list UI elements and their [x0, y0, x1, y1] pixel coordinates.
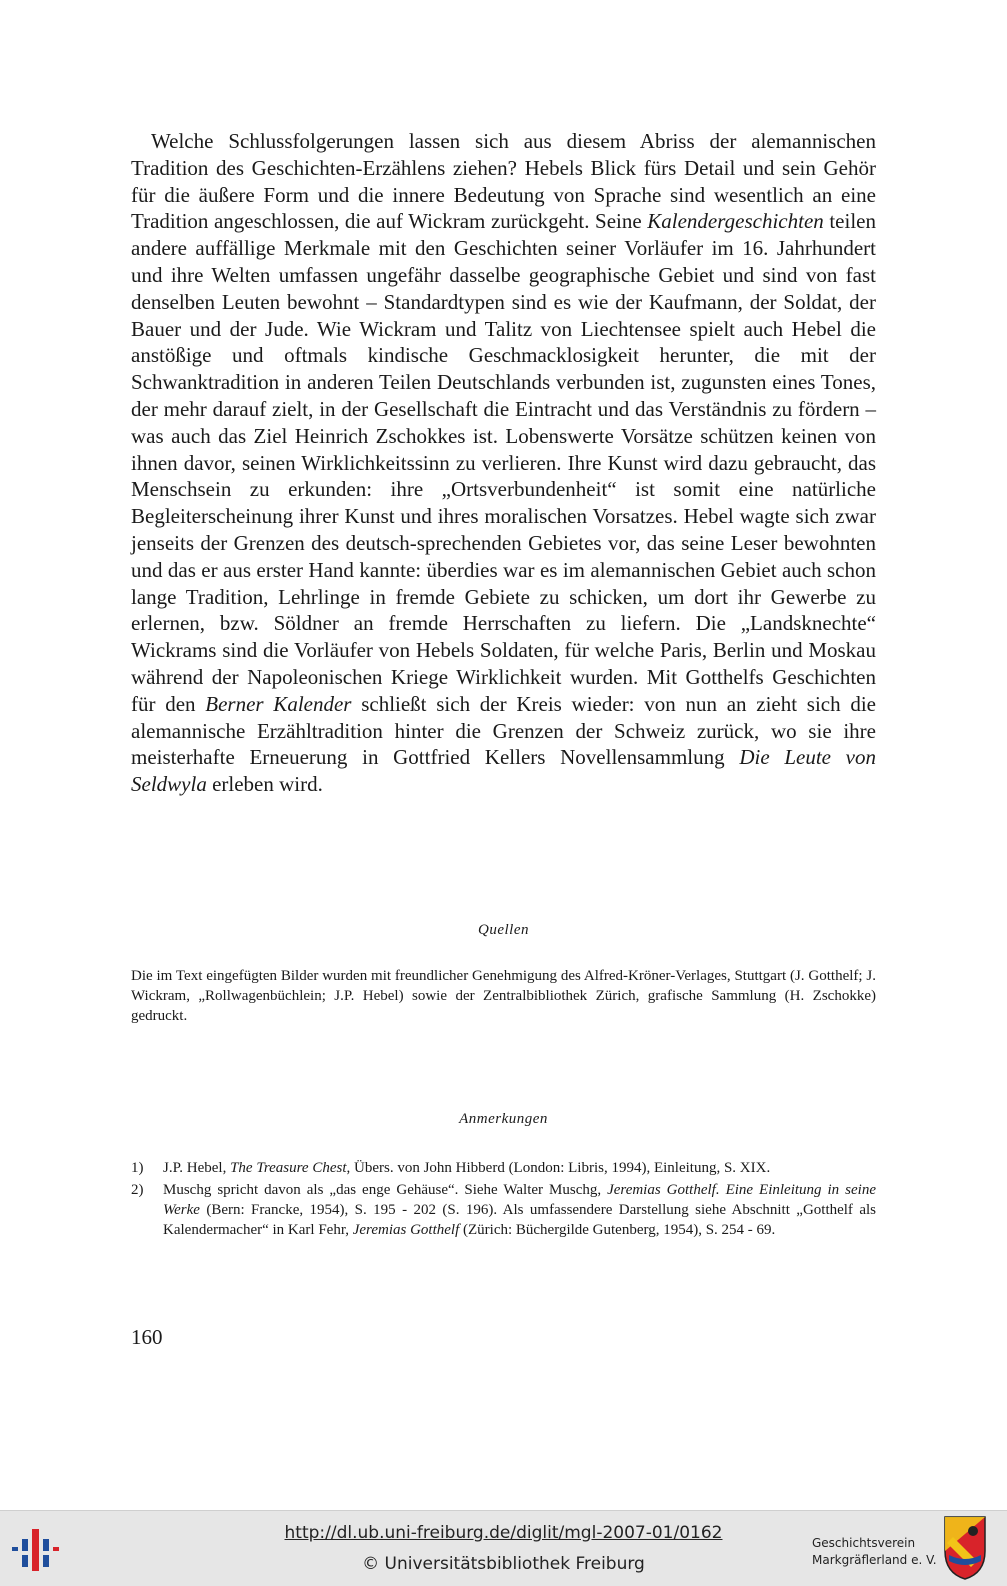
italic-text-run: Jeremias Gotthelf. Eine Einleitung in seine Werke	[163, 1182, 876, 1218]
footer-url-link[interactable]: http://dl.ub.uni-freiburg.de/diglit/mgl-2007-01/0162	[284, 1523, 723, 1543]
text-run: Welche Schlussfolgerungen lassen sich aus diesem Abriss der alemannischen Tradition des Geschichten-Erzählens ziehen? Hebels Blick fürs Detail und sein Gehör für die äußere Form und die innere Bedeutung von Sprache sind wesentlich an eine Tradition angeschlossen, die auf Wickram zurückgeht. Seine	[131, 129, 876, 234]
quellen-heading: Quellen	[478, 922, 529, 938]
italic-text-run: Die Leute von Seldwyla	[131, 745, 876, 797]
italic-text-run: The Treasure Chest	[230, 1160, 347, 1176]
society-line-1: Geschichtsverein	[812, 1536, 916, 1550]
footnotes-list	[131, 1158, 876, 1242]
body-text	[131, 128, 876, 798]
footer-copyright: © Universitätsbibliothek Freiburg	[362, 1554, 645, 1574]
anmerkungen-heading: Anmerkungen	[459, 1111, 548, 1127]
text-run: (Zürich: Büchergilde Gutenberg, 1954), S. 254 - 69.	[459, 1222, 776, 1238]
footnote-text	[163, 1158, 876, 1178]
footnote	[131, 1158, 876, 1178]
body-paragraph	[131, 128, 876, 798]
text-run: , Übers. von John Hibberd (London: Libris, 1994), Einleitung, S. XIX.	[346, 1160, 771, 1176]
footnote-number: 2)	[131, 1182, 144, 1198]
society-name	[812, 1535, 937, 1569]
text-run: J.P. Hebel,	[163, 1160, 231, 1176]
text-run: Muschg spricht davon als „das enge Gehäuse“. Siehe Walter Muschg,	[163, 1182, 608, 1198]
society-line-2: Markgräflerland e. V.	[812, 1553, 937, 1567]
coat-of-arms-icon	[943, 1515, 987, 1581]
footer-bar	[0, 1510, 1007, 1586]
italic-text-run: Berner Kalender	[205, 691, 352, 716]
text-run: teilen andere auffällige Merkmale mit den Geschichten seiner Vorläufer im 16. Jahrhundert und ihre Welten umfassen ungefähr dasselbe geographische Gebiet und sind von fast denselben Leuten bewohnt – Standardtypen sind es wie der Kaufmann, der Soldat, der Bauer und der Jude. Wie Wickram und Talitz von Liechtensee spielt auch Hebel die anstößige und oftmals kindische Geschmacklosigkeit herunter, die mit der Schwanktradition in anderen Teilen Deutschlands verbunden ist, zugunsten eines Tones, der mehr darauf zielt, in der Gesellschaft die Eintracht und das Verständnis zu fördern – was auch das Ziel Heinrich Zschokkes ist. Lobenswerte Vorsätze schützen keinen von ihnen davor, seinen Wirklichkeitssinn zu verlieren. Ihre Kunst wird dazu gebraucht, das Menschsein zu erkunden: ihre „Ortsverbundenheit“ ist somit eine natürliche Begleiterscheinung ihrer Kunst und ihres moralischen Vorsatzes. Hebel wagte sich zwar jenseits der Grenzen des deutsch-sprechenden Gebietes vor, das seine Leser bewohnten und das er aus erster Hand kannte: überdies war es im alemannischen Gebiet auch schon lange Tradition, Lehrlinge in fremde Gebiete zu schicken, um dort ihr Gewerbe zu erlernen, bzw. Söldner an fremde Herrschaften zu liefern. Die „Landsknechte“ Wickrams sind die Vorläufer von Hebels Soldaten, für welche Paris, Berlin und Moskau während der Napoleonischen Kriege Wirklichkeit wurden. Mit Gotthelfs Geschichten für den	[131, 209, 876, 716]
page-number: 160	[131, 1325, 163, 1349]
italic-text-run: Kalendergeschichten	[647, 209, 824, 234]
quellen-text: Die im Text eingefügten Bilder wurden mit freundlicher Genehmigung des Alfred-Kröner-Verlages, Stuttgart (J. Gotthelf; J. Wickram, „Rollwagenbüchlein; J.P. Hebel) sowie der Zentralbibliothek Zürich, grafische Sammlung (H. Zschokke) gedruckt.	[131, 968, 876, 1024]
text-run: schließt sich der Kreis wieder: von nun an zieht sich die alemannische Erzähltradition hinter die Grenzen der Schweiz zurück, wo sie ihre meisterhafte Erneuerung in Gottfried Kellers Novellensammlung	[131, 691, 876, 770]
text-run: erleben wird.	[206, 772, 323, 797]
footnote	[131, 1180, 876, 1240]
footnote-number: 1)	[131, 1160, 144, 1176]
footnote-text	[163, 1180, 876, 1240]
italic-text-run: Jeremias Gotthelf	[352, 1222, 460, 1238]
text-run: (Bern: Francke, 1954), S. 195 - 202 (S. 196). Als umfassendere Darstellung siehe Abschnitt „Gotthelf als Kalendermacher“ in Karl Fehr,	[163, 1202, 876, 1238]
